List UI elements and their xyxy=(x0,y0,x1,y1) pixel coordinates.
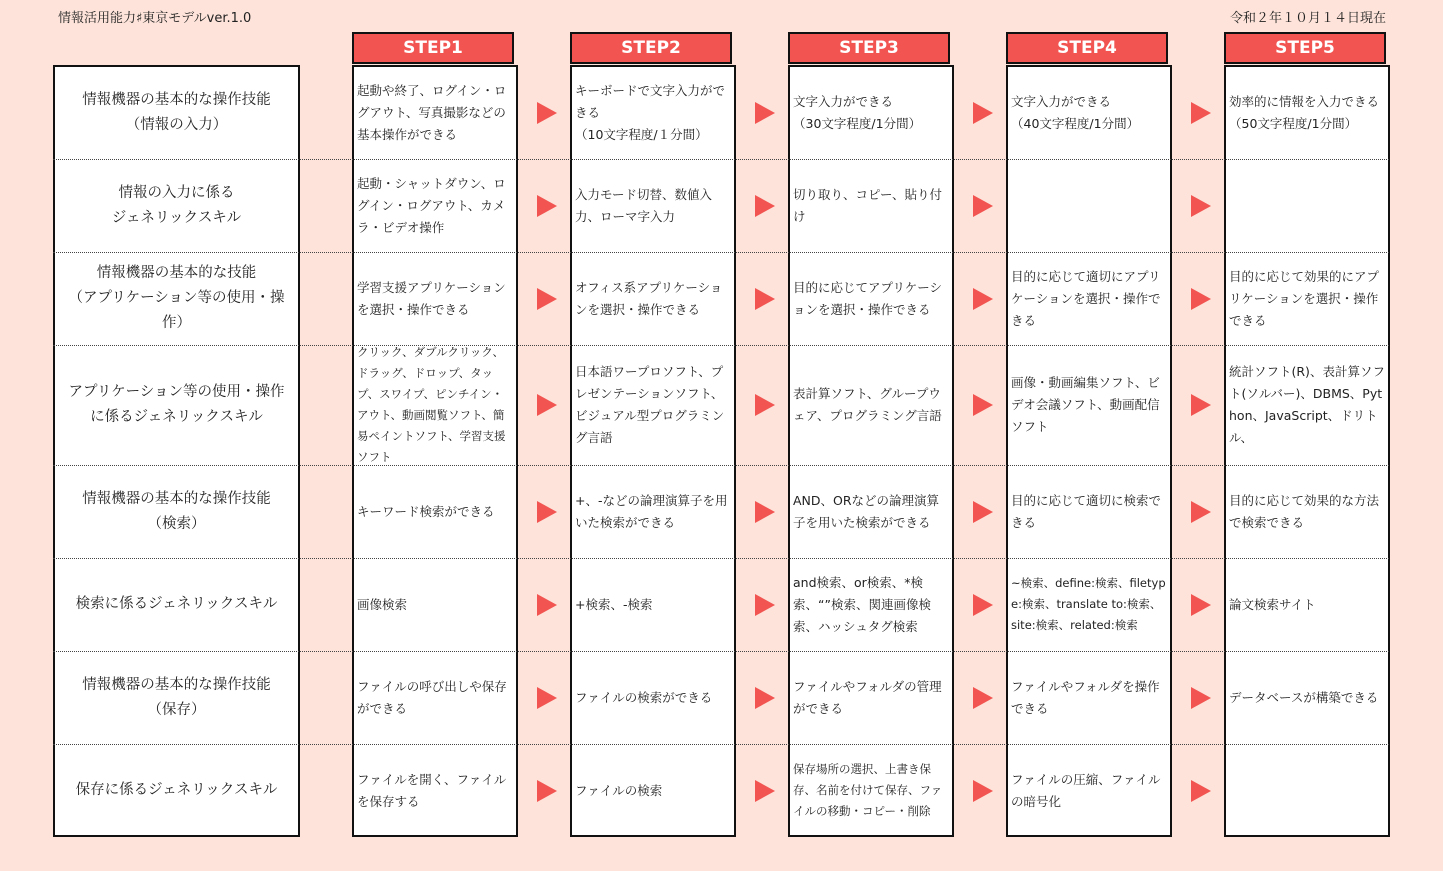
step-cell xyxy=(572,345,734,465)
step-cell-text: 効率的に情報を入力できる （50文字程度/1分間） xyxy=(1229,94,1380,131)
step-arrow-icon xyxy=(1191,780,1211,802)
step-cell-text: and検索、or検索、*検索、“”検索、関連画像検索、ハッシュタグ検索 xyxy=(793,574,931,634)
step-arrow-icon xyxy=(973,102,993,124)
step-cell-text: ~検索、define:検索、filetype:検索、translate to:検索、site:検索、related:検索 xyxy=(1011,576,1166,632)
step-arrow-icon xyxy=(973,195,993,217)
step-cell-text: データベースが構築できる xyxy=(1229,689,1379,705)
step-cell xyxy=(572,651,734,744)
step-cell-text: 目的に応じてアプリケーションを選択・操作できる xyxy=(793,279,943,317)
step-cell xyxy=(1226,465,1388,558)
row-label xyxy=(53,252,300,345)
step-cell xyxy=(354,558,516,651)
step-cell-text: 目的に応じて効果的にアプリケーションを選択・操作できる xyxy=(1229,268,1380,328)
step-arrow-icon xyxy=(755,102,775,124)
step-arrow-icon xyxy=(537,102,557,124)
row-label-text: 保存に係るジェネリックスキル xyxy=(75,782,278,798)
step-cell xyxy=(1008,465,1170,558)
step-cell-text: 画像・動画編集ソフト、ビデオ会議ソフト、動画配信ソフト xyxy=(1011,375,1160,434)
step-cell-text: 文字入力ができる （30文字程度/1分間） xyxy=(793,94,922,131)
step-cell-text: +、-などの論理演算子を用いた検索ができる xyxy=(575,492,728,530)
step-cell-text: 起動・シャットダウン、ログイン・ログアウト、カメラ・ビデオ操作 xyxy=(357,175,506,235)
step-cell xyxy=(354,465,516,558)
step-cell xyxy=(1226,67,1388,159)
step-cell-text: 起動や終了、ログイン・ログアウト、写真撮影などの基本操作ができる xyxy=(357,83,507,142)
step-arrow-icon xyxy=(973,780,993,802)
row-label xyxy=(53,465,300,558)
step-arrow-icon xyxy=(537,780,557,802)
step-cell-text: 文字入力ができる （40文字程度/1分間） xyxy=(1011,94,1140,131)
step-cell xyxy=(572,252,734,345)
row-label-text: 情報機器の基本的な操作技能 （保存） xyxy=(82,676,271,718)
step-cell-text: ファイルの圧縮、ファイルの暗号化 xyxy=(1011,771,1161,809)
step-cell-text: ファイルの検索 xyxy=(575,782,663,798)
row-label-text: 情報機器の基本的な操作技能 （検索） xyxy=(82,490,271,532)
step-arrow-icon xyxy=(1191,394,1211,416)
step-cell xyxy=(1008,252,1170,345)
step-cell xyxy=(790,252,952,345)
row-label-text: 情報機器の基本的な操作技能 （情報の入力） xyxy=(82,92,271,133)
step-arrow-icon xyxy=(537,501,557,523)
step-arrow-icon xyxy=(755,594,775,616)
step-arrow-icon xyxy=(1191,195,1211,217)
step-arrow-icon xyxy=(537,288,557,310)
step-arrow-icon xyxy=(755,780,775,802)
document-date: 令和２年１０月１４日現在 xyxy=(1229,11,1386,26)
row-label-text: 検索に係るジェネリックスキル xyxy=(75,596,278,612)
step-cell-text: +検索、-検索 xyxy=(575,596,653,612)
step-cell xyxy=(1008,345,1170,465)
step-cell xyxy=(790,744,952,837)
step-arrow-icon xyxy=(973,687,993,709)
step-arrow-icon xyxy=(537,195,557,217)
step-arrow-icon xyxy=(1191,594,1211,616)
row-label-text: アプリケーション等の使用・操作 に係るジェネリックスキル xyxy=(68,384,285,425)
step-cell xyxy=(1226,159,1388,252)
row-label xyxy=(53,651,300,744)
step-cell xyxy=(354,651,516,744)
step-cell-text: キーボードで文字入力ができる （10文字程度/１分間） xyxy=(575,83,726,142)
step-arrow-icon xyxy=(1191,501,1211,523)
step-cell xyxy=(572,465,734,558)
step-cell xyxy=(1226,345,1388,465)
step-arrow-icon xyxy=(755,195,775,217)
step-cell-text: ファイルやフォルダを操作できる xyxy=(1011,678,1160,716)
step-cell xyxy=(1226,651,1388,744)
step-cell xyxy=(354,345,516,465)
step-cell-text: オフィス系アプリケーションを選択・操作できる xyxy=(575,279,723,317)
step-cell xyxy=(1008,558,1170,651)
step-cell xyxy=(1008,159,1170,252)
step-cell xyxy=(790,159,952,252)
step-arrow-icon xyxy=(755,501,775,523)
step-cell xyxy=(790,67,952,159)
step-arrow-icon xyxy=(973,501,993,523)
step-arrow-icon xyxy=(1191,102,1211,124)
step-cell xyxy=(790,651,952,744)
step-cell-text: 論文検索サイト xyxy=(1229,596,1316,612)
step-cell-text: ファイルの呼び出しや保存ができる xyxy=(357,678,507,716)
step-cell-text: 目的に応じて適切に検索できる xyxy=(1011,492,1162,530)
step-cell xyxy=(790,345,952,465)
step-arrow-icon xyxy=(973,288,993,310)
step-cell xyxy=(354,67,516,159)
step-arrow-icon xyxy=(1191,288,1211,310)
step-cell-text: ファイルやフォルダの管理ができる xyxy=(793,678,942,716)
step-arrow-icon xyxy=(537,687,557,709)
step-cell xyxy=(790,558,952,651)
step-arrow-icon xyxy=(973,394,993,416)
step-cell xyxy=(354,159,516,252)
step-arrow-icon xyxy=(537,594,557,616)
step-arrow-icon xyxy=(755,288,775,310)
step-header-5: STEP5 xyxy=(1224,32,1386,64)
step-cell-text: 画像検索 xyxy=(357,596,408,612)
step-cell-text: 日本語ワープロソフト、プレゼンテーションソフト、ビジュアル型プログラミング言語 xyxy=(575,364,725,445)
row-label xyxy=(53,558,300,651)
step-cell-text: クリック、ダブルクリック、ドラッグ、ドロップ、タップ、スワイプ、ピンチイン・アウト、動画閲覧ソフト、簡易ペイントソフト、学習支援ソフト xyxy=(357,345,506,464)
step-header-4: STEP4 xyxy=(1006,32,1168,64)
step-cell xyxy=(572,67,734,159)
step-cell-text: 保存場所の選択、上書き保存、名前を付けて保存、ファイルの移動・コピー・削除 xyxy=(793,762,943,818)
step-cell xyxy=(572,558,734,651)
step-cell xyxy=(1008,651,1170,744)
step-cell-text: キーワード検索ができる xyxy=(357,503,495,519)
row-label xyxy=(53,345,300,465)
row-label xyxy=(53,159,300,252)
step-arrow-icon xyxy=(755,394,775,416)
step-header-3: STEP3 xyxy=(788,32,950,64)
row-label-text: 情報機器の基本的な技能 （アプリケーション等の使用・操作） xyxy=(68,265,285,331)
step-cell-text: 統計ソフト(R)、表計算ソフト(ソルバー)、DBMS、Python、JavaScript、ドリトル、 xyxy=(1229,364,1385,445)
step-cell-text: 学習支援アプリケーションを選択・操作できる xyxy=(357,279,506,317)
step-arrow-icon xyxy=(1191,687,1211,709)
step-cell-text: 目的に応じて適切にアプリケーションを選択・操作できる xyxy=(1011,268,1161,328)
step-cell-text: 表計算ソフト、グループウェア、プログラミング言語 xyxy=(793,386,942,423)
step-cell xyxy=(1226,252,1388,345)
step-cell xyxy=(1008,744,1170,837)
step-cell xyxy=(354,744,516,837)
step-cell xyxy=(572,744,734,837)
step-cell xyxy=(354,252,516,345)
step-arrow-icon xyxy=(973,594,993,616)
step-header-1: STEP1 xyxy=(352,32,514,64)
row-label-text: 情報の入力に係る ジェネリックスキル xyxy=(111,184,242,226)
step-cell xyxy=(1226,558,1388,651)
step-cell xyxy=(790,465,952,558)
row-label xyxy=(53,67,300,159)
step-arrow-icon xyxy=(537,394,557,416)
step-cell-text: 目的に応じて効果的な方法で検索できる xyxy=(1229,492,1380,530)
document-title: 情報活用能力♯東京モデルver.1.0 xyxy=(58,11,252,26)
step-cell xyxy=(1008,67,1170,159)
step-cell-text: ファイルを開く、ファイルを保存する xyxy=(357,771,507,809)
step-arrow-icon xyxy=(755,687,775,709)
step-header-2: STEP2 xyxy=(570,32,732,64)
step-cell-text: 入力モード切替、数値入力、ローマ字入力 xyxy=(575,186,713,224)
step-cell-text: AND、ORなどの論理演算子を用いた検索ができる xyxy=(793,492,940,530)
step-cell-text: ファイルの検索ができる xyxy=(575,689,713,705)
step-cell-text: 切り取り、コピー、貼り付け xyxy=(793,186,943,224)
row-label xyxy=(53,744,300,837)
step-cell xyxy=(572,159,734,252)
step-cell xyxy=(1226,744,1388,837)
